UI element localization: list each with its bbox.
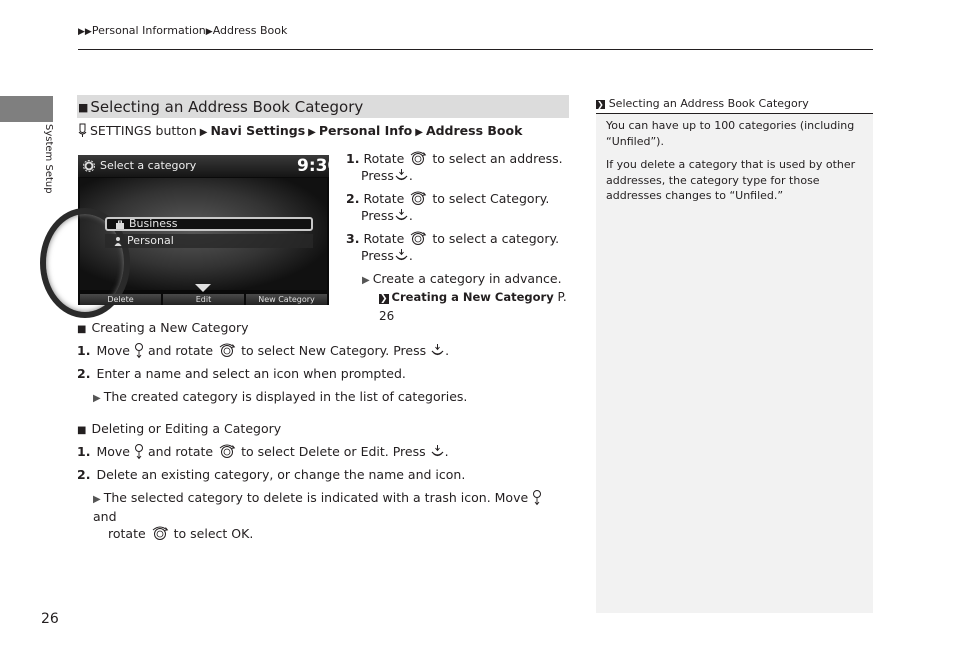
keyword-ok: OK xyxy=(231,526,250,541)
path-navi-settings: Navi Settings xyxy=(210,123,306,138)
square-bullet-icon: ■ xyxy=(77,324,87,335)
interface-dial-rotate-icon xyxy=(217,342,237,358)
creating-step-2: 2. Enter a name and select an icon when prompted. xyxy=(77,366,406,381)
screen-delete-button[interactable]: Delete xyxy=(80,294,161,305)
path-start: SETTINGS button xyxy=(90,123,197,138)
main-steps xyxy=(346,150,576,325)
interface-dial-move-icon xyxy=(134,342,144,358)
interface-dial-rotate-icon xyxy=(408,230,428,246)
creating-step-1: 1. Move and rotate to select New Category. Press . xyxy=(77,343,450,358)
side-note-paragraph: You can have up to 100 categories (including “Unfiled”). xyxy=(606,119,855,148)
screen-button-bar xyxy=(78,294,329,305)
path-arrow-icon: ▶ xyxy=(199,127,208,138)
scroll-down-arrow-icon[interactable] xyxy=(195,284,211,292)
interface-dial-move-icon xyxy=(532,489,542,505)
interface-dial-press-icon xyxy=(430,343,445,358)
step-3: 3. Rotate to select a category. Press . xyxy=(346,231,560,263)
deleting-step-1: 1. Move and rotate to select Delete or Edit. Press . xyxy=(77,444,449,459)
breadcrumb xyxy=(78,24,287,37)
nav-screen-image xyxy=(78,155,340,305)
creating-note: ▶ The created category is displayed in the list of categories. xyxy=(93,389,468,404)
path-personal-info: Personal Info xyxy=(318,123,413,138)
page-number: 26 xyxy=(41,611,59,627)
screen-new-category-button[interactable]: New Category xyxy=(246,294,327,305)
keyword-edit: Edit xyxy=(360,444,385,459)
note-arrow-icon: ▶ xyxy=(93,494,101,505)
side-note-panel xyxy=(596,95,873,613)
interface-dial-rotate-icon xyxy=(408,190,428,206)
section-heading xyxy=(77,95,569,118)
interface-dial-press-icon xyxy=(430,444,445,459)
deleting-heading: ■ Deleting or Editing a Category xyxy=(77,421,282,436)
deleting-step-2: 2. Delete an existing category, or change the name and icon. xyxy=(77,467,466,482)
interface-dial-press-icon xyxy=(394,208,409,223)
interface-dial-rotate-icon xyxy=(217,443,237,459)
note-arrow-icon: ▶ xyxy=(362,275,370,286)
side-label: System Setup xyxy=(43,124,54,194)
interface-dial-press-icon xyxy=(394,168,409,183)
screen-item-label: Personal xyxy=(127,234,174,247)
keyword-delete: Delete xyxy=(298,444,340,459)
side-tab xyxy=(0,96,53,122)
cross-reference-link[interactable]: ❯ Creating a New Category P. 26 xyxy=(379,290,567,323)
screen-edit-button[interactable]: Edit xyxy=(163,294,244,305)
section-title: Selecting an Address Book Category xyxy=(90,98,364,116)
step-1: 1. Rotate to select an address. Press . xyxy=(346,151,563,183)
screen-title: Select a category xyxy=(100,159,197,172)
keyword-new-category: New Category xyxy=(298,343,386,358)
side-note-icon: ❯ xyxy=(597,100,604,109)
screen-item-label: Business xyxy=(129,217,178,230)
side-note-heading: ❯ Selecting an Address Book Category xyxy=(596,95,873,114)
gear-icon xyxy=(83,160,95,172)
screen-clock: 9:30 xyxy=(297,156,340,176)
header-rule xyxy=(78,49,873,50)
note-arrow-icon: ▶ xyxy=(93,393,101,404)
person-icon xyxy=(113,236,123,246)
interface-dial-rotate-icon xyxy=(150,525,170,541)
interface-dial-press-icon xyxy=(394,248,409,263)
deleting-note: ▶ The selected category to delete is indicated with a trash icon. Move and rotate to select OK. xyxy=(93,489,553,542)
briefcase-icon xyxy=(115,220,125,230)
step-note: ▶ Create a category in advance. xyxy=(362,271,562,286)
screen-item-business[interactable] xyxy=(105,217,313,231)
interface-dial-rotate-icon xyxy=(408,150,428,166)
path-arrow-icon: ▶ xyxy=(308,127,316,138)
square-bullet-icon: ■ xyxy=(78,100,89,114)
breadcrumb-item-address-book[interactable]: Address Book xyxy=(212,24,288,37)
keyword-category: Category xyxy=(490,191,546,206)
side-note-paragraph: If you delete a category that is used by other addresses, the category type for those addresses changes to “Unfiled.” xyxy=(606,158,856,202)
creating-heading: ■ Creating a New Category xyxy=(77,320,249,335)
square-bullet-icon: ■ xyxy=(77,425,87,436)
interface-dial-move-icon xyxy=(134,443,144,459)
step-2: 2. Rotate to select Category. Press . xyxy=(346,191,550,223)
cross-reference-icon: ❯ xyxy=(380,294,388,304)
path-address-book: Address Book xyxy=(425,123,523,138)
breadcrumb-item-personal-information[interactable]: Personal Information xyxy=(91,24,206,37)
breadcrumb-arrow-icon: ▶ xyxy=(205,27,213,37)
menu-path xyxy=(78,123,522,138)
path-arrow-icon: ▶ xyxy=(415,127,423,138)
breadcrumb-arrow-icon: ▶▶ xyxy=(78,27,92,37)
screen-item-personal[interactable] xyxy=(105,234,313,248)
voice-command-icon xyxy=(78,123,87,137)
